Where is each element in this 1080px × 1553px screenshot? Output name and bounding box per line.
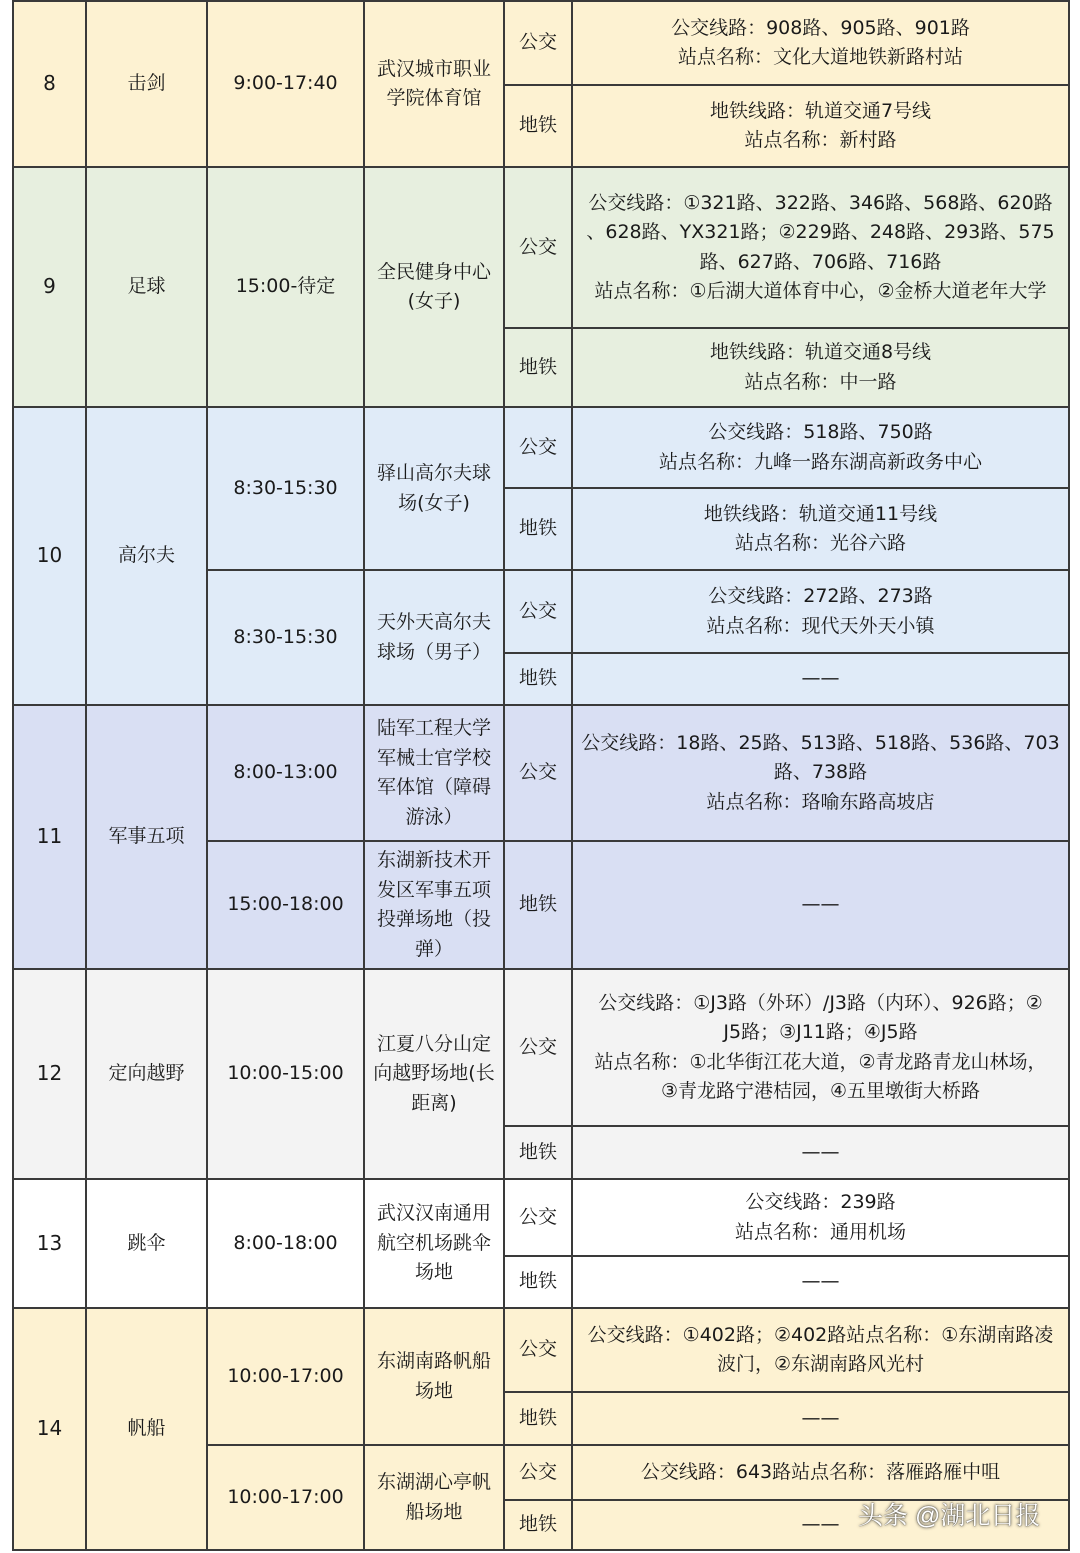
event-time: 10:00-17:00 (207, 1445, 364, 1550)
transport-type-metro: 地铁 (504, 85, 572, 167)
bus-info (572, 167, 1069, 328)
table-row (13, 167, 1069, 328)
event-number: 10 (13, 407, 86, 705)
venue-name: 东湖湖心亭帆船场地 (364, 1445, 504, 1550)
venue-name: 驿山高尔夫球场(女子) (364, 407, 504, 570)
transport-type-metro: 地铁 (504, 1126, 572, 1179)
event-time: 10:00-17:00 (207, 1308, 364, 1445)
metro-info (572, 1256, 1069, 1308)
transport-type-metro: 地铁 (504, 488, 572, 570)
bus-info-line: 公交线路：①402路；②402路站点名称：①东湖南路凌 (587, 1323, 1054, 1346)
event-number: 13 (13, 1179, 86, 1308)
metro-none: —— (801, 1406, 840, 1429)
bus-info-line: 公交线路：①J3路（外环）/J3路（内环）、926路；② (598, 991, 1043, 1014)
metro-info-line: 站点名称：中一路 (744, 370, 897, 393)
bus-info-line: 公交线路：518路、750路 (708, 421, 933, 443)
metro-none: —— (801, 1140, 840, 1163)
transport-type-bus: 公交 (504, 167, 572, 328)
event-time: 8:30-15:30 (207, 570, 364, 705)
bus-info-line: 站点名称：现代天外天小镇 (706, 614, 935, 637)
transport-type-bus: 公交 (504, 705, 572, 841)
table-row (13, 1308, 1069, 1392)
bus-info-line: ③青龙路宁港桔园，④五里墩街大桥路 (660, 1080, 981, 1102)
event-time: 15:00-18:00 (207, 841, 364, 969)
source-watermark: 头条 @湖北日报 (858, 1502, 1041, 1530)
metro-info (572, 1126, 1069, 1179)
transport-type-metro: 地铁 (504, 653, 572, 705)
transport-type-bus: 公交 (504, 1179, 572, 1256)
table-row (13, 1, 1069, 85)
transport-type-metro: 地铁 (504, 841, 572, 969)
event-time: 10:00-15:00 (207, 969, 364, 1179)
sport-name: 军事五项 (86, 705, 207, 969)
bus-info-line: 波门，②东湖南路风光村 (716, 1353, 925, 1375)
transport-type-bus: 公交 (504, 1, 572, 85)
table-row (13, 1179, 1069, 1256)
metro-info (572, 1392, 1069, 1445)
bus-info (572, 407, 1069, 488)
bus-info-line: 公交线路：18路、25路、513路、518路、536路、703 (581, 731, 1060, 754)
bus-info-line: 站点名称：珞喻东路高坡店 (706, 790, 935, 813)
sport-name: 帆船 (86, 1308, 207, 1550)
metro-info-line: 地铁线路：轨道交通8号线 (709, 341, 932, 363)
event-number: 14 (13, 1308, 86, 1550)
transport-type-metro: 地铁 (504, 1392, 572, 1445)
metro-none: —— (801, 893, 840, 916)
transport-type-metro: 地铁 (504, 1500, 572, 1550)
event-time: 8:00-13:00 (207, 705, 364, 841)
metro-none: —— (801, 1513, 840, 1536)
event-time: 9:00-17:40 (207, 1, 364, 167)
event-time: 8:00-18:00 (207, 1179, 364, 1308)
table-row (13, 969, 1069, 1126)
sport-name: 足球 (86, 167, 207, 407)
transport-type-bus: 公交 (504, 570, 572, 653)
sport-name: 定向越野 (86, 969, 207, 1179)
venue-name: 江夏八分山定向越野场地(长距离) (364, 969, 504, 1179)
bus-info-line: 公交线路：239路 (745, 1191, 896, 1213)
event-time: 8:30-15:30 (207, 407, 364, 570)
bus-info (572, 1308, 1069, 1392)
sport-name: 跳伞 (86, 1179, 207, 1308)
table-row (13, 407, 1069, 488)
bus-info-line: 路、738路 (773, 761, 868, 784)
bus-info-line: 、628路、YX321路；②229路、248路、293路、575 (586, 221, 1055, 243)
bus-info (572, 705, 1069, 841)
venue-name: 天外天高尔夫球场（男子） (364, 570, 504, 705)
bus-info-line: 公交线路：272路、273路 (708, 585, 933, 607)
bus-info (572, 1, 1069, 85)
metro-info-line: 地铁线路：轨道交通11号线 (703, 502, 938, 525)
venue-name: 陆军工程大学军械士官学校军体馆（障碍游泳） (364, 705, 504, 841)
bus-info-line: 站点名称：①后湖大道体育中心，②金桥大道老年大学 (594, 280, 1047, 302)
transport-type-bus: 公交 (504, 1308, 572, 1392)
metro-info (572, 488, 1069, 570)
table-row (13, 705, 1069, 841)
venue-name: 东湖新技术开发区军事五项投弹场地（投弹） (364, 841, 504, 969)
event-number: 11 (13, 705, 86, 969)
bus-info-line: 公交线路：①321路、322路、346路、568路、620路 (588, 191, 1053, 214)
venue-name: 武汉汉南通用航空机场跳伞场地 (364, 1179, 504, 1308)
bus-info-line: 站点名称：通用机场 (734, 1220, 906, 1243)
metro-info-line: 站点名称：新村路 (744, 129, 897, 151)
bus-info-line: 站点名称：①北华街江花大道，②青龙路青龙山林场， (594, 1050, 1047, 1073)
bus-info-line: 路、627路、706路、716路 (699, 250, 942, 273)
metro-none: —— (801, 1270, 840, 1293)
bus-info (572, 1179, 1069, 1256)
bus-info-line: 站点名称：文化大道地铁新路村站 (677, 46, 963, 68)
venue-name: 武汉城市职业学院体育馆 (364, 1, 504, 167)
sport-name: 击剑 (86, 1, 207, 167)
transport-type-bus: 公交 (504, 407, 572, 488)
transport-type-metro: 地铁 (504, 328, 572, 407)
metro-info-line: 地铁线路：轨道交通7号线 (709, 99, 932, 122)
metro-info-line: 站点名称：光谷六路 (734, 532, 906, 554)
venue-name: 东湖南路帆船场地 (364, 1308, 504, 1445)
venue-name: 全民健身中心(女子) (364, 167, 504, 407)
metro-none: —— (801, 667, 840, 690)
bus-info (572, 570, 1069, 653)
transport-type-bus: 公交 (504, 969, 572, 1126)
metro-info (572, 328, 1069, 407)
metro-info (572, 85, 1069, 167)
metro-info (572, 841, 1069, 969)
transport-type-metro: 地铁 (504, 1256, 572, 1308)
venue-transport-table (12, 0, 1070, 1551)
event-number: 12 (13, 969, 86, 1179)
bus-info-line: J5路；③J11路；④J5路 (723, 1021, 918, 1043)
bus-info-line: 公交线路：643路站点名称：落雁路雁中咀 (640, 1460, 1001, 1483)
event-number: 8 (13, 1, 86, 167)
bus-info (572, 969, 1069, 1126)
bus-info (572, 1445, 1069, 1500)
event-number: 9 (13, 167, 86, 407)
metro-info (572, 653, 1069, 705)
sport-name: 高尔夫 (86, 407, 207, 705)
transport-type-bus: 公交 (504, 1445, 572, 1500)
event-time: 15:00-待定 (207, 167, 364, 407)
bus-info-line: 公交线路：908路、905路、901路 (671, 16, 970, 39)
bus-info-line: 站点名称：九峰一路东湖高新政务中心 (658, 450, 982, 473)
